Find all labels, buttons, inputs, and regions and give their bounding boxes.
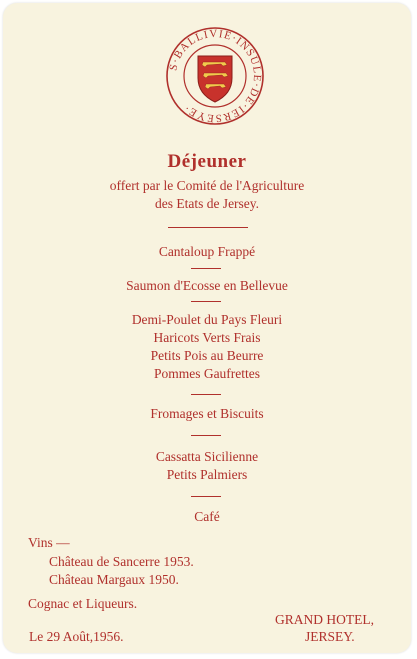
menu-item: Fromages et Biscuits	[150, 406, 264, 421]
menu-item: Saumon d'Ecosse en Bellevue	[126, 278, 288, 293]
menu-title: Déjeuner	[167, 151, 247, 172]
divider	[168, 227, 248, 228]
wine-item: Château Margaux 1950.	[49, 572, 179, 587]
divider	[191, 496, 221, 497]
wine-item: Château de Sancerre 1953.	[49, 554, 194, 569]
divider	[191, 435, 221, 436]
menu-date: Le 29 Août,1956.	[29, 629, 124, 644]
jersey-seal-logo	[165, 26, 265, 126]
hotel-name: GRAND HOTEL,	[275, 612, 374, 627]
divider	[191, 268, 221, 269]
menu-item: Haricots Verts Frais	[153, 330, 261, 345]
menu-item: Demi-Poulet du Pays Fleuri	[131, 312, 283, 327]
menu-item: Cassatta Sicilienne	[155, 449, 259, 464]
menu-item: Café	[194, 509, 220, 524]
menu-item: Petits Palmiers	[166, 467, 248, 482]
wines-label: Vins —	[28, 535, 70, 550]
liqueurs-line: Cognac et Liqueurs.	[28, 596, 138, 611]
menu-card	[3, 3, 411, 653]
hotel-location: JERSEY.	[305, 629, 355, 644]
svg-text:S·BALLIVIE·INSULE·DE·IERSEYE·: S·BALLIVIE·INSULE·DE·IERSEYE·	[167, 27, 264, 125]
menu-item: Cantaloup Frappé	[158, 244, 256, 259]
menu-subtitle-line-2: des Etats de Jersey.	[154, 196, 260, 211]
menu-item: Pommes Gaufrettes	[153, 366, 261, 381]
menu-subtitle-line-1: offert par le Comité de l'Agriculture	[109, 178, 305, 193]
divider	[191, 394, 221, 395]
divider	[191, 301, 221, 302]
menu-item: Petits Pois au Beurre	[150, 348, 264, 363]
